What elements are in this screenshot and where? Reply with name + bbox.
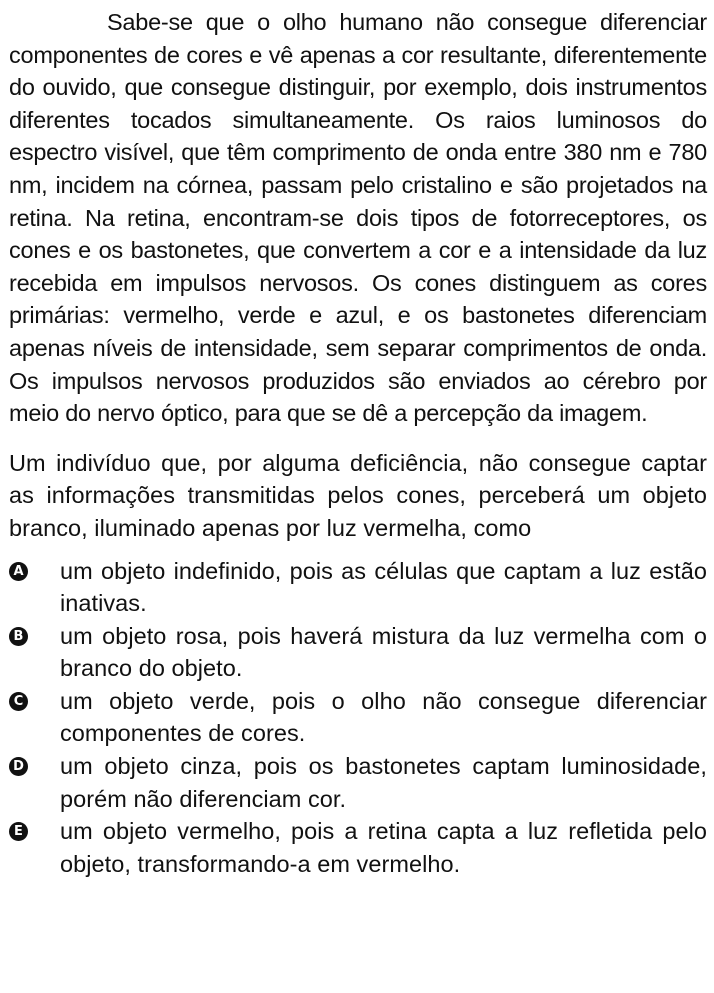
option-a[interactable] — [9, 555, 707, 620]
option-c-text: um objeto verde, pois o olho não consegue diferenciar componentes de cores. — [60, 687, 707, 747]
answer-options — [9, 555, 707, 881]
option-a-badge: A — [9, 562, 28, 581]
question-stem: Um indivíduo que, por alguma deficiência, não consegue captar as informações transmitidas pelos cones, perceberá um objeto branco, iluminado apenas por luz vermelha, como — [9, 449, 707, 541]
option-e-badge: E — [9, 822, 28, 841]
option-d-text: um objeto cinza, pois os bastonetes captam luminosidade, porém não diferenciam cor. — [60, 753, 707, 812]
option-b[interactable] — [9, 620, 707, 685]
option-d[interactable] — [9, 750, 707, 815]
passage-text: Sabe-se que o olho humano não consegue diferenciar componentes de cores e vê apenas a cor resultante, diferentemente do ouvido, que consegue distinguir, por exemplo, dois instrumentos diferentes tocados simultaneamente. Os raios luminosos do espectro visível, que têm comprimento de onda entre 380 nm e 780 nm, incidem na córnea, passam pelo cristalino e são projetados na retina. Na retina, encontram-se dois tipos de fotorreceptores, os cones e os bastonetes, que convertem a cor e a intensidade da luz recebida em impulsos nervosos. Os cones distinguem as cores primárias: vermelho, verde e azul, e os bastonetes diferenciam apenas níveis de intensidade, sem separar comprimentos de onda. Os impulsos nervosos produzidos são enviados ao cérebro por meio do nervo óptico, para que se dê a percepção da imagem. — [9, 9, 707, 427]
option-e-text: um objeto vermelho, pois a retina capta a luz refletida pelo objeto, transformando-a em vermelho. — [60, 818, 707, 877]
option-a-text: um objeto indefinido, pois as células que captam a luz estão inativas. — [60, 557, 707, 617]
option-c[interactable] — [9, 685, 707, 750]
option-d-badge: D — [9, 757, 28, 776]
option-b-text: um objeto rosa, pois haverá mistura da luz vermelha com o branco do objeto. — [60, 622, 707, 682]
option-c-badge: C — [9, 692, 28, 711]
question-page — [9, 6, 707, 880]
option-e[interactable] — [9, 815, 707, 880]
option-b-badge: B — [9, 627, 28, 646]
